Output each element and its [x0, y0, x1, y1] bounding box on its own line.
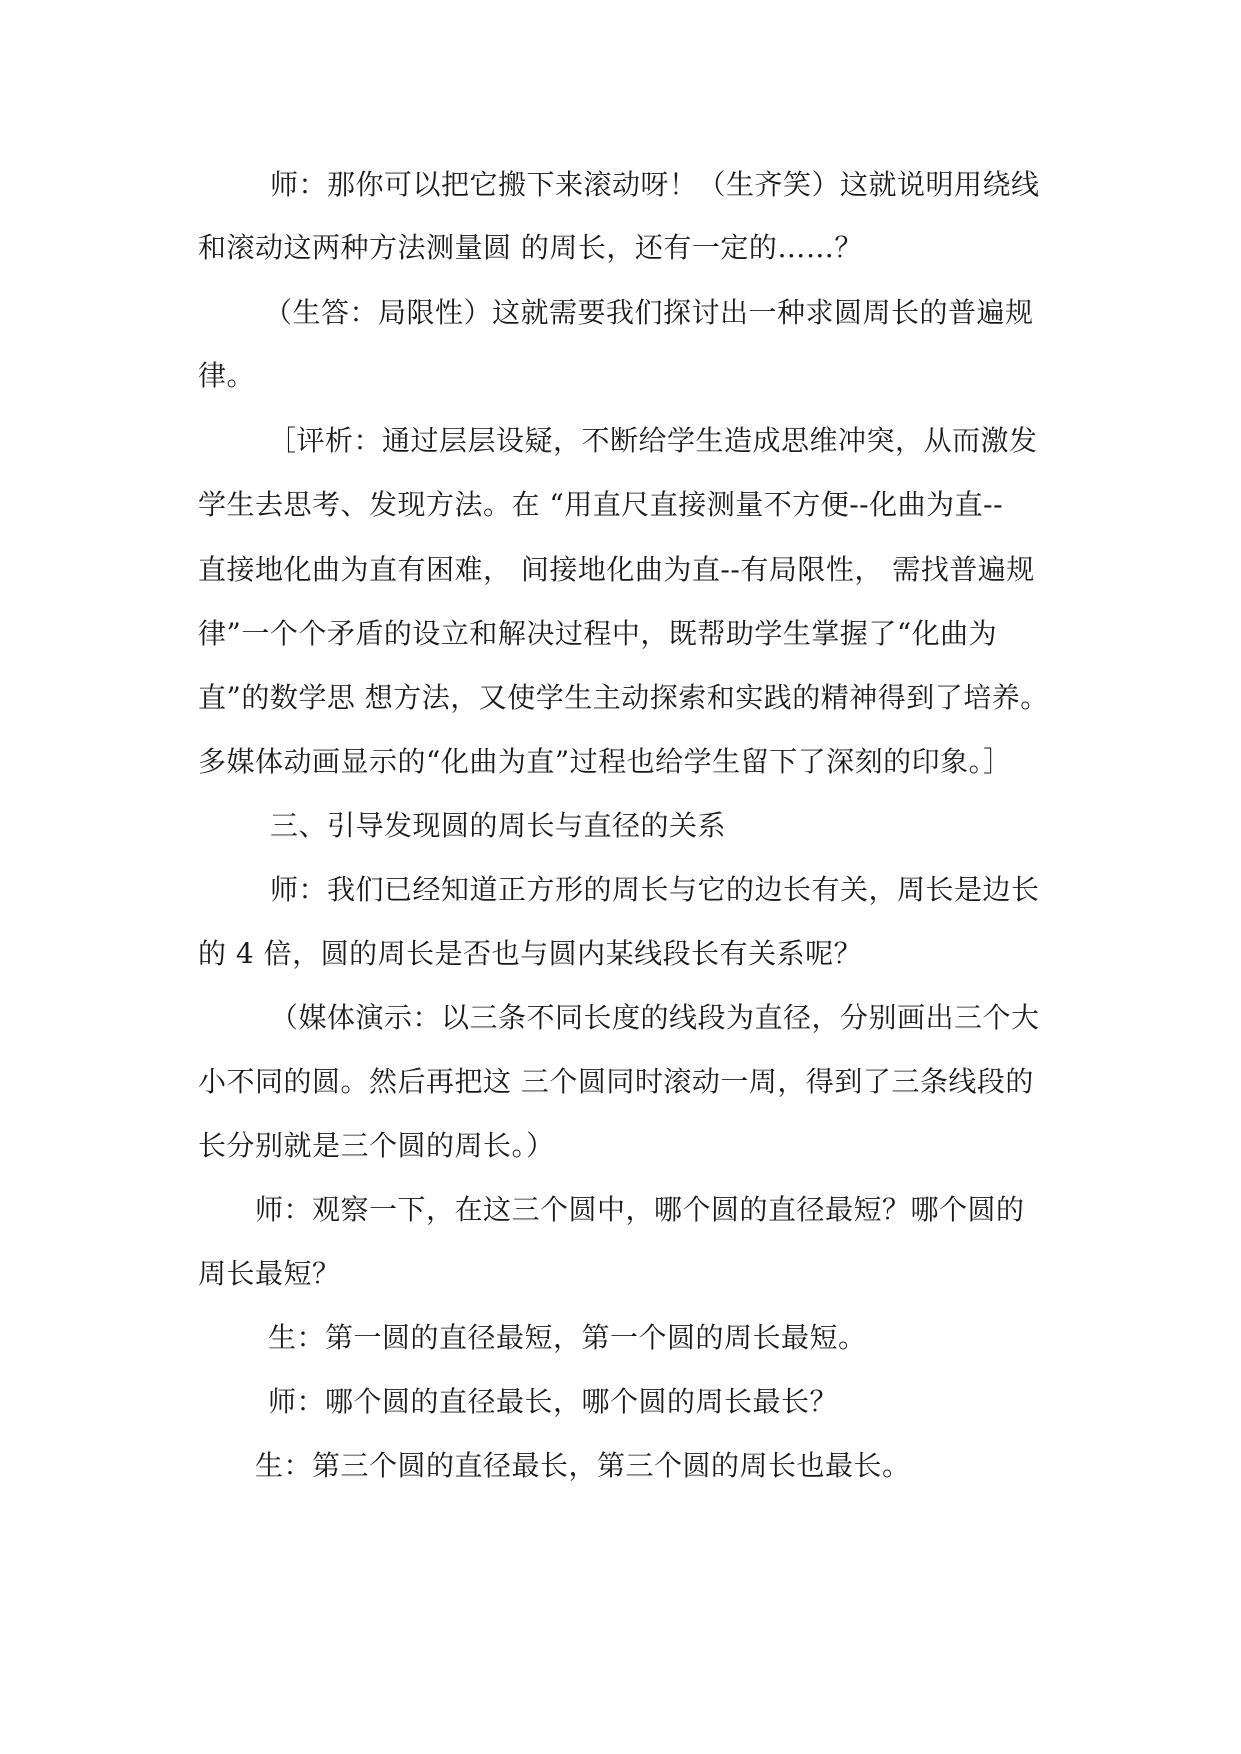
text-line: 师：观察一下，在这三个圆中，哪个圆的直径最短？哪个圆的	[255, 1193, 1025, 1226]
text-line: 和滚动这两种方法测量圆 的周长，还有一定的……？	[198, 231, 863, 264]
text-line: 的 4 倍，圆的周长是否也与圆内某线段长有关系呢？	[198, 937, 863, 970]
text-line: 师：哪个圆的直径最长，哪个圆的周长最长？	[268, 1385, 839, 1418]
text-line: （生答：局限性）这就需要我们探讨出一种求圆周长的普遍规	[264, 296, 1034, 329]
text-line: 生：第三个圆的直径最长，第三个圆的周长也最长。	[255, 1449, 911, 1482]
text-line: （媒体演示：以三条不同长度的线段为直径，分别画出三个大	[270, 1001, 1040, 1034]
text-line: 生：第一圆的直径最短，第一个圆的周长最短。	[268, 1321, 867, 1354]
text-line: 学生去思考、发现方法。在 “用直尺直接测量不方便--化曲为直--	[198, 488, 1004, 521]
text-line: ［评析：通过层层设疑，不断给学生造成思维冲突，从而激发	[268, 424, 1038, 457]
text-line: 师：那你可以把它搬下来滚动呀！（生齐笑）这就说明用绕线	[270, 168, 1040, 201]
text-line: 律”一个个矛盾的设立和解决过程中，既帮助学生掌握了“化曲为	[198, 617, 998, 650]
text-line: 律。	[198, 359, 256, 392]
text-line: 直”的数学思 想方法，又使学生主动探索和实践的精神得到了培养。	[198, 681, 1049, 714]
text-line: 多媒体动画显示的“化曲为直”过程也给学生留下了深刻的印象。］	[198, 745, 1012, 778]
text-line: 长分别就是三个圆的周长。）	[198, 1129, 555, 1162]
text-line: 周长最短？	[198, 1257, 341, 1290]
text-line: 师：我们已经知道正方形的周长与它的边长有关，周长是边长	[270, 873, 1040, 906]
text-line: 小不同的圆。然后再把这 三个圆同时滚动一周，得到了三条线段的	[198, 1065, 1034, 1098]
text-line: 直接地化曲为直有困难， 间接地化曲为直--有局限性， 需找普遍规	[198, 553, 1035, 586]
section-heading: 三、引导发现圆的周长与直径的关系	[270, 809, 727, 842]
